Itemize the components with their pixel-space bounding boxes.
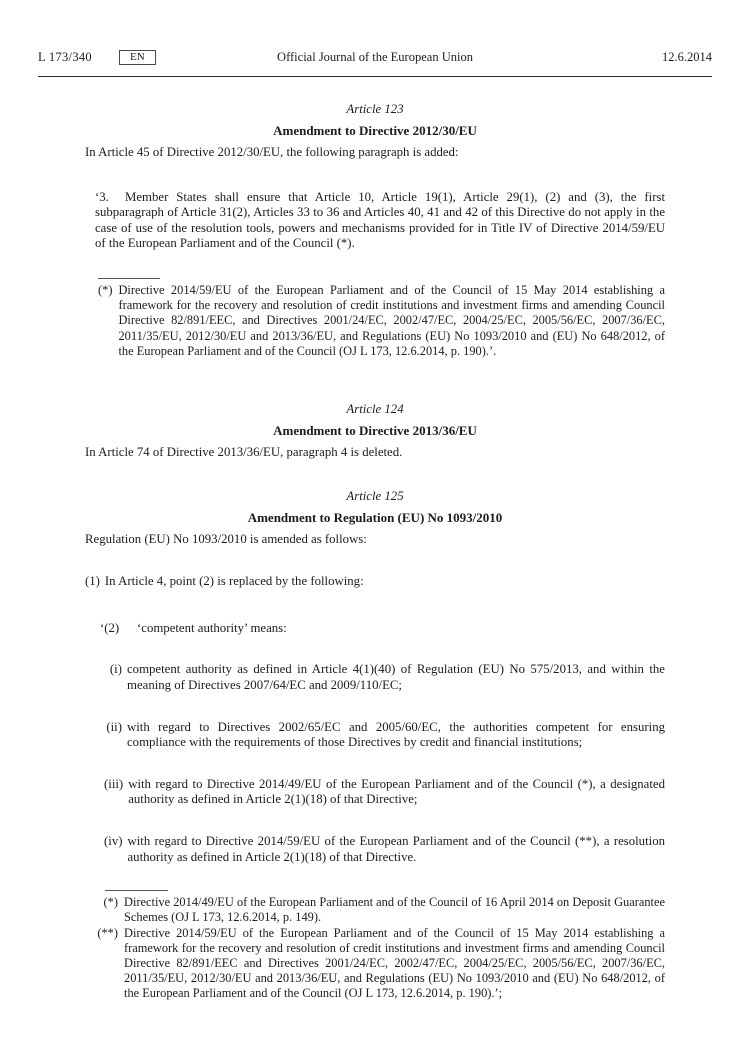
replaced-point-2	[85, 621, 665, 637]
footnote-item	[85, 926, 665, 1002]
page-header	[38, 0, 712, 77]
article-124-intro: In Article 74 of Directive 2013/36/EU, paragraph 4 is deleted.	[85, 444, 403, 459]
quote-paragraph-text: Member States shall ensure that Article 10, Article 19(1), Article 29(1), (2) and (3), the first subparagraph of Article 31(2), Articles 33 to 36 and Articles 40, 41 and 42 of this Directive do not apply in the case of use of the resolution tools, powers and mechanisms provided for in Title IV of Directive 2014/59/EU of the European Parliament and of the Council (*).	[95, 189, 665, 251]
article-125-number: Article 125	[346, 488, 404, 503]
list-item-marker: (i)	[109, 662, 122, 677]
list-item-iv	[85, 834, 665, 865]
document-body	[85, 102, 665, 1002]
point-text: In Article 4, point (2) is replaced by the following:	[104, 574, 364, 589]
list-item-text: competent authority as defined in Article 4(1)(40) of Regulation (EU) No 575/2013, and within the meaning of Directives 2007/64/EC and 2009/110/EC;	[127, 662, 665, 692]
list-item-marker: (ii)	[106, 719, 122, 734]
list-item-marker: (iii)	[104, 776, 124, 791]
quote-paragraph-marker: ‘3.	[95, 189, 109, 204]
footnote-marker: (*)	[98, 282, 113, 297]
article-124-number: Article 124	[346, 401, 404, 416]
footnote-text: Directive 2014/59/EU of the European Parliament and of the Council of 15 May 2014 establishing a framework for the recovery and resolution of credit institutions and investment firms and amending Council Directive 82/891/EEC and Directives 2001/24/EC, 2002/47/EC, 2004/25/EC, 2005/56/EC, 2007/36/EC, 2011/35/EU, 2012/30/EU and 2013/36/EU, and Regulations (EU) No 1093/2010 and (EU) No 648/2012, of the European Parliament and of the Council (OJ L 173, 12.6.2014, p. 190).’;	[124, 925, 665, 1001]
article-124-title: Amendment to Directive 2013/36/EU	[273, 422, 477, 438]
issue-date: 12.6.2014	[662, 50, 712, 64]
article-123-intro: In Article 45 of Directive 2012/30/EU, the following paragraph is added:	[85, 145, 459, 159]
article-123-number: Article 123	[346, 102, 404, 116]
amendment-point-1	[85, 574, 665, 590]
footnote-text: Directive 2014/59/EU of the European Parliament and of the Council of 15 May 2014 establishing a framework for the recovery and resolution of credit institutions and investment firms and amending Council Directive 82/891/EEC, and Directives 2001/24/EC, 2002/47/EC, 2004/25/EC, 2005/56/EC, 2007/36/EC, 2011/35/EU, 2012/30/EU and 2013/36/EU, and Regulations (EU) No 1093/2010 and (EU) No 648/2012, of the European Parliament and of the Council (OJ L 173, 12.6.2014, p. 190).’.	[118, 282, 665, 358]
list-item-text: with regard to Directive 2014/49/EU of the European Parliament and of the Council (*), a designated authority as defined in Article 2(1)(18) of that Directive;	[128, 776, 665, 807]
header-rule	[38, 76, 712, 77]
article-123-footnote-block	[85, 278, 665, 359]
list-item-i	[85, 662, 665, 693]
article-125-footnote-block	[85, 890, 665, 1001]
subpoint-text: ‘competent authority’ means:	[137, 620, 287, 635]
footnote-separator-rule	[98, 278, 160, 279]
list-item-ii	[85, 720, 665, 751]
footnote-marker: (*)	[103, 895, 118, 910]
page-reference: L 173/340	[38, 50, 92, 64]
footnote-item	[85, 895, 665, 925]
article-123-quoted-paragraph	[85, 190, 665, 252]
list-item-text: with regard to Directive 2014/59/EU of the European Parliament and of the Council (**), a resolution authority as defined in Article 2(1)(18) of that Directive.	[127, 833, 665, 864]
footnote-marker: (**)	[97, 925, 118, 940]
header-row	[38, 49, 712, 66]
list-item-iii	[85, 777, 665, 808]
footnote-text: Directive 2014/49/EU of the European Parliament and of the Council of 16 April 2014 on Deposit Guarantee Schemes (OJ L 173, 12.6.2014, p. 149).	[124, 895, 665, 925]
point-marker: (1)	[85, 574, 100, 589]
journal-title: Official Journal of the European Union	[277, 50, 473, 64]
list-item-marker: (iv)	[104, 833, 123, 848]
article-123-title: Amendment to Directive 2012/30/EU	[273, 123, 477, 138]
article-125-intro: Regulation (EU) No 1093/2010 is amended as follows:	[85, 531, 367, 546]
subpoint-marker: ‘(2)	[100, 620, 120, 635]
footnote-separator-rule	[105, 890, 168, 891]
footnote-item	[85, 283, 665, 359]
article-125-title: Amendment to Regulation (EU) No 1093/2010	[247, 509, 503, 525]
language-badge: EN	[119, 50, 156, 65]
list-item-text: with regard to Directives 2002/65/EC and 2005/60/EC, the authorities competent for ensuring compliance with the requirements of those Directives by credit and financial institutions;	[127, 719, 665, 750]
